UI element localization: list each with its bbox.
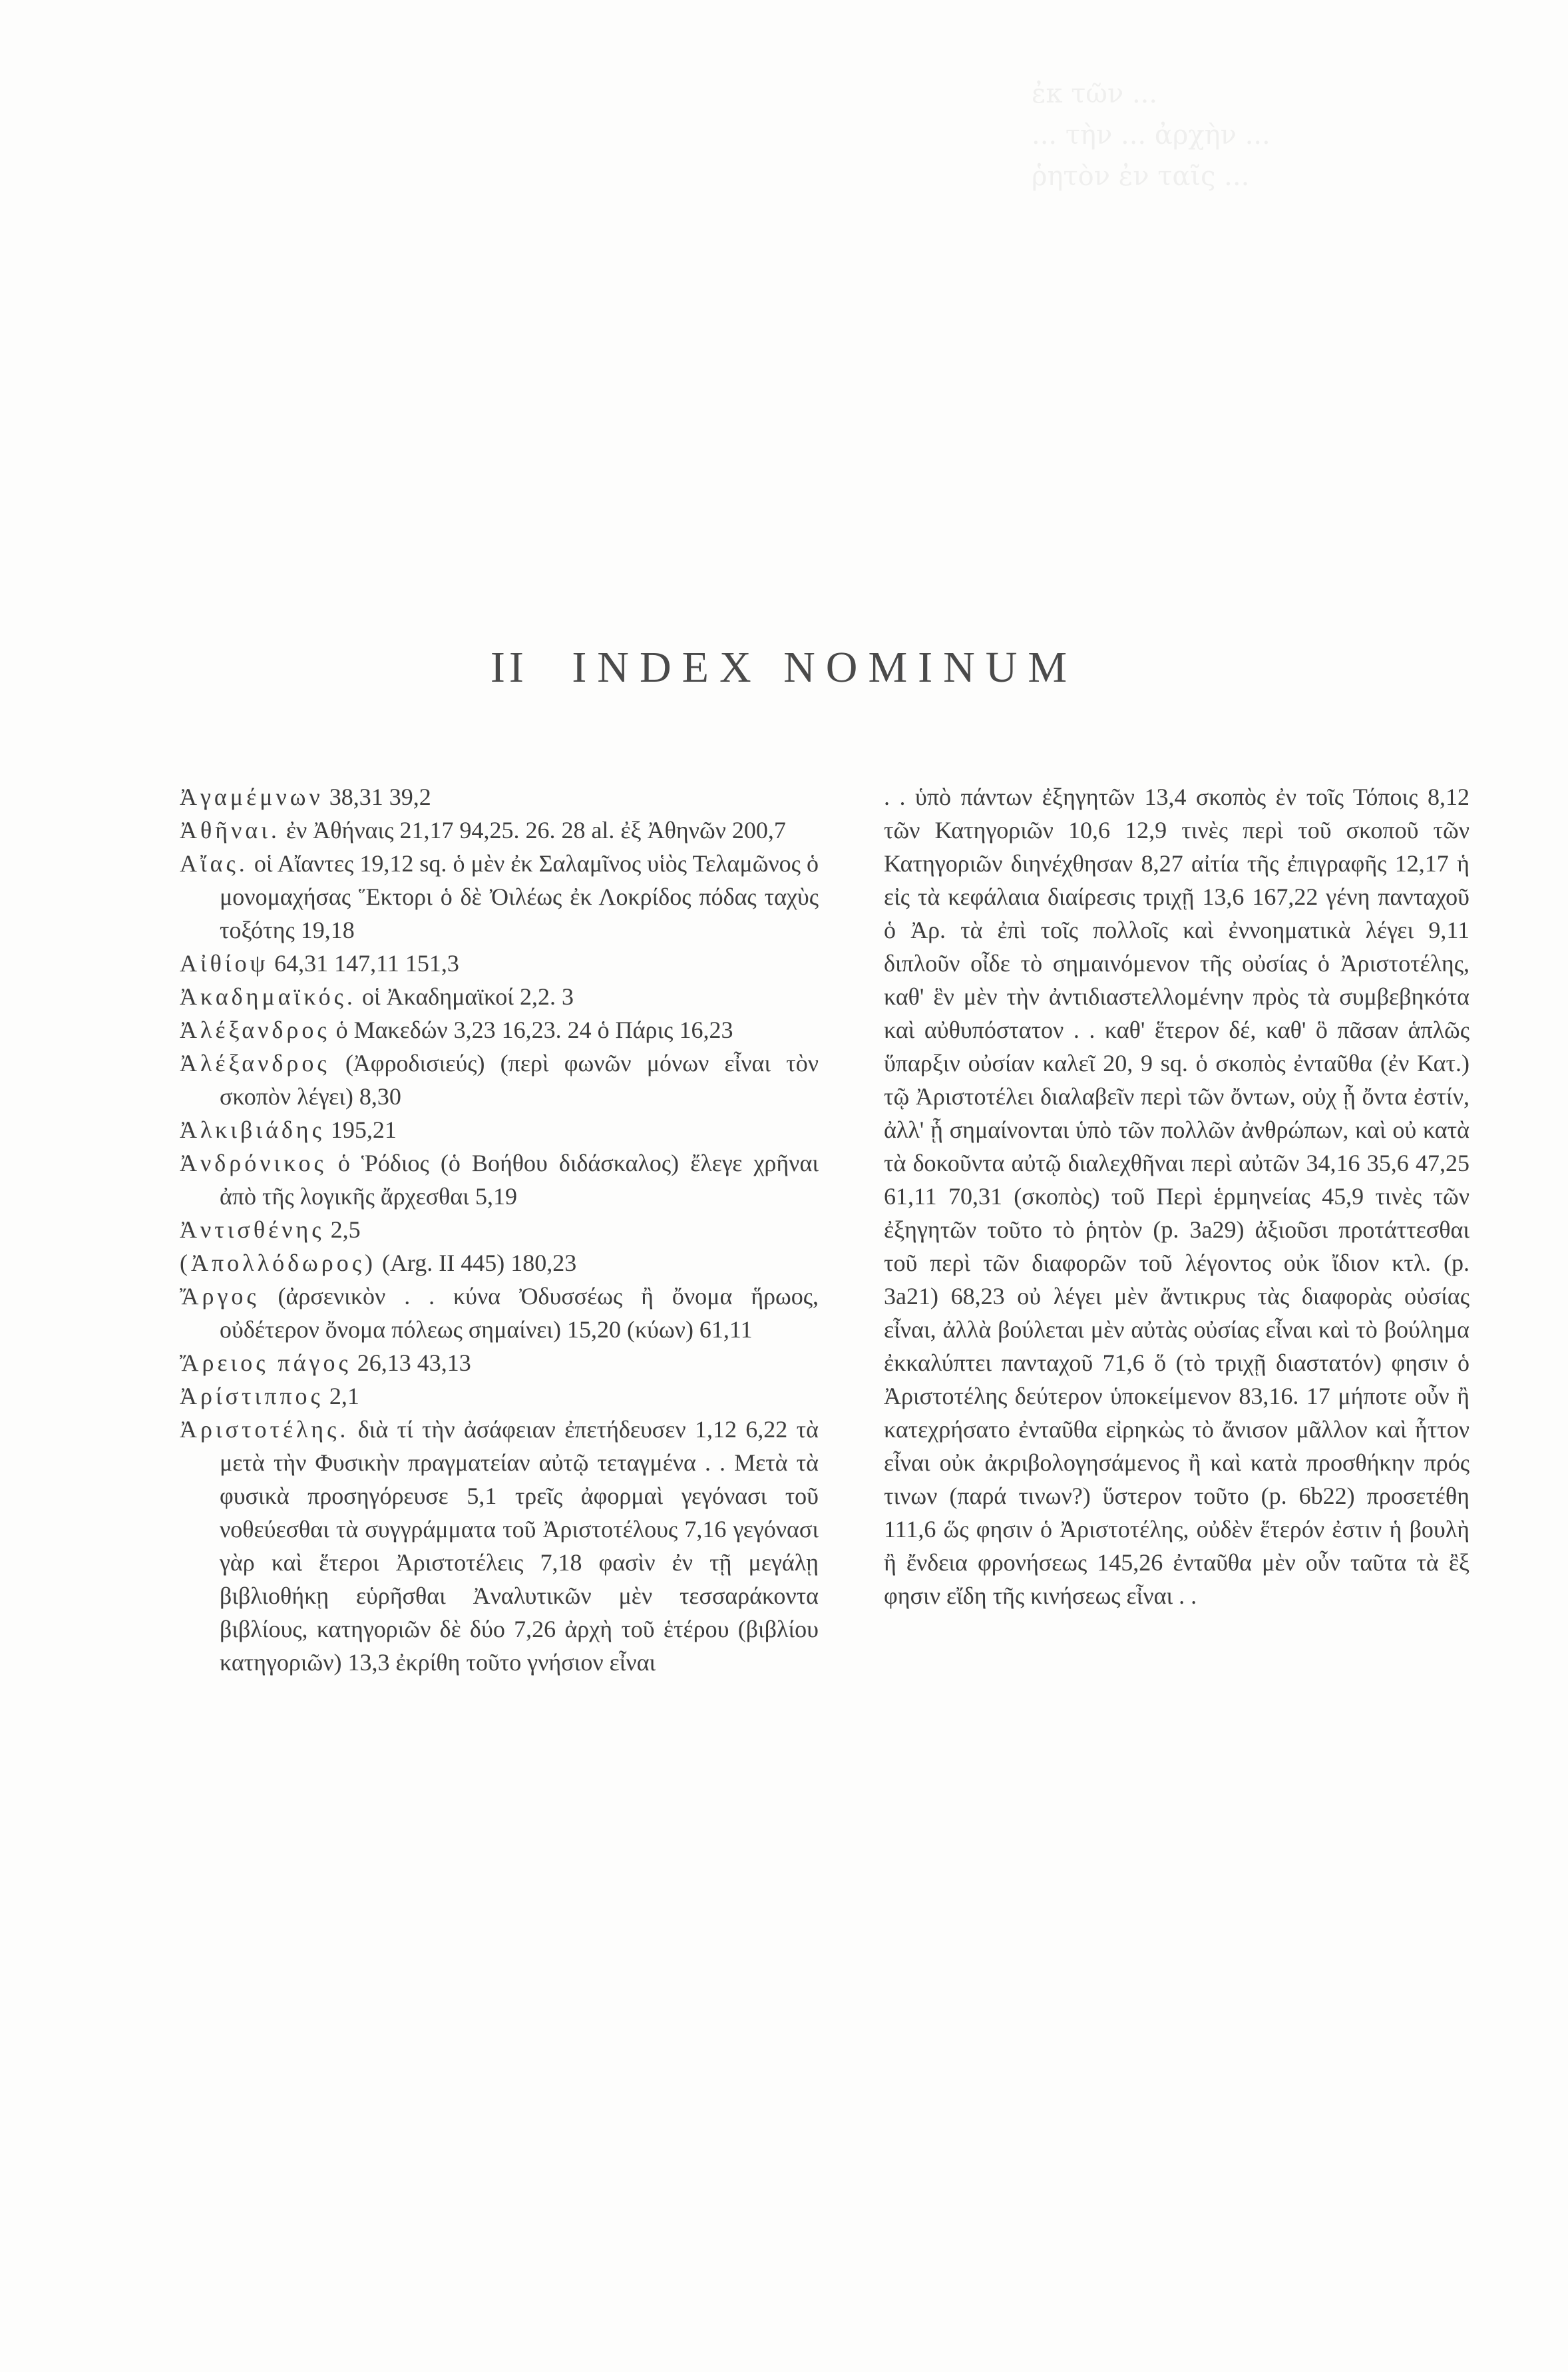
index-lemma: Ἀριστοτέλης. — [180, 1416, 349, 1443]
right-column — [884, 780, 1470, 1612]
index-entry — [180, 1246, 819, 1280]
index-entry — [180, 1413, 819, 1679]
index-lemma: Αἴας. — [180, 850, 248, 877]
index-entry — [180, 780, 819, 814]
index-references: ἐν Ἀθήναις 21,17 94,25. 26. 28 al. ἐξ Ἀθηνῶν 200,7 — [286, 817, 786, 843]
index-references: 64,31 147,11 151,3 — [274, 950, 459, 977]
index-lemma: Ἀρίστιππος — [180, 1383, 323, 1409]
index-lemma: Αἰθίοψ — [180, 950, 269, 977]
page-title — [0, 642, 1568, 693]
index-lemma: Ἀνδρόνικος — [180, 1150, 327, 1176]
index-lemma: Ἀθῆναι. — [180, 817, 280, 843]
index-entry-continuation: . . ὑπὸ πάντων ἐξηγητῶν 13,4 σκοπὸς ἐν τοῖς Τόποις 8,12 τῶν Κατηγοριῶν 10,6 12,9 τινὲς περὶ τοῦ σκοποῦ τῶν Κατηγοριῶν διηνέχθησαν 8,27 αἰτία τῆς ἐπιγραφῆς 12,17 ἡ εἰς τὰ κεφάλαια διαίρεσις τριχῇ 13,6 167,22 γένη πανταχοῦ ὁ Ἀρ. τὰ ἐπὶ τοῖς πολλοῖς καὶ ἐννοηματικὰ λέγει 9,11 διπλοῦν οἶδε τὸ σημαινόμενον τῆς οὐσίας ὁ Ἀριστοτέλης, καθ' ἓν μὲν τὴν ἀντιδιαστελλομένην πρὸς τὰ συμβεβηκότα καὶ αὐθυπόστατον . . καθ' ἕτερον δέ, καθ' ὃ πᾶσαν ἁπλῶς ὕπαρξιν οὐσίαν καλεῖ 20, 9 sq. ὁ σκοπὸς ἐνταῦθα (ἐν Κατ.) τῷ Ἀριστοτέλει διαλαβεῖν περὶ τῶν ὄντων, οὐχ ᾗ ὄντα ἐστίν, ἀλλ' ᾗ σημαίνονται ὑπὸ τῶν πολλῶν ἀνθρώπων, καὶ οὐ κατὰ τὰ δοκοῦντα αὐτῷ διαλεχθῆναι περὶ αὐτῶν 34,16 35,6 47,25 61,11 70,31 (σκοπὸς) τοῦ Περὶ ἑρμηνείας 45,9 τινὲς τῶν ἐξηγητῶν τοῦτο τὸ ῥητὸν (p. 3a29) ἀξιοῦσι προτάττεσθαι τοῦ περὶ τῶν διαφορῶν τοῦ λέγοντος οὐκ ἴδιον κτλ. (p. 3a21) 68,23 οὐ λέγει μὲν ἄντικρυς τὰς διαφορὰς οὐσίας εἶναι, ἀλλὰ βούλεται μὲν αὐτὰς οὐσίας εἶναι καὶ τὸ βούλημα ἐκκαλύπτει πανταχοῦ 71,6 ὅ (τὸ τριχῇ διαστατόν) φησιν ὁ Ἀριστοτέλης δεύτερον ὑποκείμενον 83,16. 17 μήποτε οὖν ἢ κατεχρήσατο ἐνταῦθα εἰρηκὼς τὸ ἄνισον μᾶλλον καὶ ἧττον εἶναι οὐκ ἀκριβολογησάμενος ἢ καὶ κατὰ προσθήκην πρός τινων (παρά τινων?) ὕστερον τοῦτο (p. 6b22) προσετέθη 111,6 ὥς φησιν ὁ Ἀριστοτέλης, οὐδὲν ἕτερόν ἐστιν ἡ βουλὴ ἢ ἔνδεια φρονήσεως 145,26 ἐνταῦθα μὲν οὖν ταῦτα τὰ ἒξ φησιν εἴδη τῆς κινήσεως εἶναι . . — [884, 784, 1470, 1609]
bleed-line: ῥητὸν ἐν ταῖς ... — [1032, 161, 1250, 192]
index-entry — [180, 1379, 819, 1413]
index-references: 26,13 43,13 — [357, 1349, 471, 1376]
index-lemma: Ἀγαμέμνων — [180, 784, 323, 810]
index-entry — [180, 947, 819, 980]
index-entry — [180, 1280, 819, 1346]
index-entry — [180, 980, 819, 1013]
index-references: 195,21 — [330, 1116, 397, 1143]
index-references: (ἀρσενικὸν . . κύνα Ὀδυσσέως ἢ ὄνομα ἥρωος, οὐδέτερον ὄνομα πόλεως σημαίνει) 15,20 (κύων) 61,11 — [220, 1283, 819, 1343]
index-entry — [180, 1146, 819, 1213]
index-references: ὁ Μακεδών 3,23 16,23. 24 ὁ Πάρις 16,23 — [335, 1017, 733, 1043]
index-lemma: Ἀκαδημαϊκός. — [180, 983, 356, 1010]
section-number: II — [490, 643, 528, 692]
index-entry — [180, 1346, 819, 1379]
index-entry — [180, 814, 819, 847]
index-references: (Arg. II 445) 180,23 — [381, 1250, 577, 1276]
index-lemma: Ἀλέξανδρος — [180, 1050, 330, 1076]
index-references: οἱ Ἀκαδημαϊκοί 2,2. 3 — [361, 983, 574, 1010]
index-references: 2,1 — [329, 1383, 359, 1409]
left-column — [180, 780, 819, 1679]
index-lemma: Ἀλκιβιάδης — [180, 1116, 325, 1143]
index-references: (Ἀφροδισιεύς) (περὶ φωνῶν μόνων εἶναι τὸν σκοπὸν λέγει) 8,30 — [220, 1050, 819, 1110]
index-entry — [180, 1213, 819, 1246]
index-lemma: Ἄργος — [180, 1283, 260, 1309]
index-lemma: Ἄρειος πάγος — [180, 1349, 351, 1376]
bleed-through-text — [1032, 73, 1497, 226]
index-references: διὰ τί τὴν ἀσάφειαν ἐπετήδευσεν 1,12 6,22 τὰ μετὰ τὴν Φυσικὴν πραγματείαν αὐτῷ τεταγμένα . . Μετὰ τὰ φυσικὰ προσηγόρευσε 5,1 τρεῖς ἀφορμαὶ γεγόνασι τοῦ νοθεύεσθαι τὰ συγγράμματα τοῦ Ἀριστοτέλους 7,16 γεγόνασι γὰρ καὶ ἕτεροι Ἀριστοτέλεις 7,18 φασὶν ἐν τῇ μεγάλῃ βιβλιοθήκῃ εὑρῆσθαι Ἀναλυτικῶν μὲν τεσσαράκοντα βιβλίους, κατηγοριῶν δὲ δύο 7,26 ἀρχὴ τοῦ ἑτέρου (βιβλίου κατηγοριῶν) 13,3 ἐκρίθη τοῦτο γνήσιον εἶναι — [220, 1416, 819, 1676]
index-lemma: Ἀλέξανδρος — [180, 1017, 330, 1043]
index-lemma: Ἀντισθένης — [180, 1216, 325, 1243]
section-title: INDEX NOMINUM — [572, 643, 1078, 692]
bleed-line: ... τὴν ... ἀρχὴν ... — [1032, 120, 1271, 150]
index-references: 2,5 — [330, 1216, 361, 1243]
index-entry — [180, 1013, 819, 1047]
index-references: 38,31 39,2 — [329, 784, 431, 810]
index-lemma: (Ἀπολλόδωρος) — [180, 1250, 376, 1276]
index-references: ὁ Ῥόδιος (ὁ Βοήθου διδάσκαλος) ἔλεγε χρῆναι ἀπὸ τῆς λογικῆς ἄρχεσθαι 5,19 — [220, 1150, 819, 1210]
index-entry — [180, 847, 819, 947]
index-entry — [180, 1047, 819, 1113]
bleed-line: ἐκ τῶν ... — [1032, 79, 1158, 109]
index-entry — [180, 1113, 819, 1146]
index-references: οἱ Αἴαντες 19,12 sq. ὁ μὲν ἐκ Σαλαμῖνος υἱὸς Τελαμῶνος ὁ μονομαχήσας Ἕκτορι ὁ δὲ Ὀιλέως ἐκ Λοκρίδος πόδας ταχὺς τοξότης 19,18 — [220, 850, 819, 943]
